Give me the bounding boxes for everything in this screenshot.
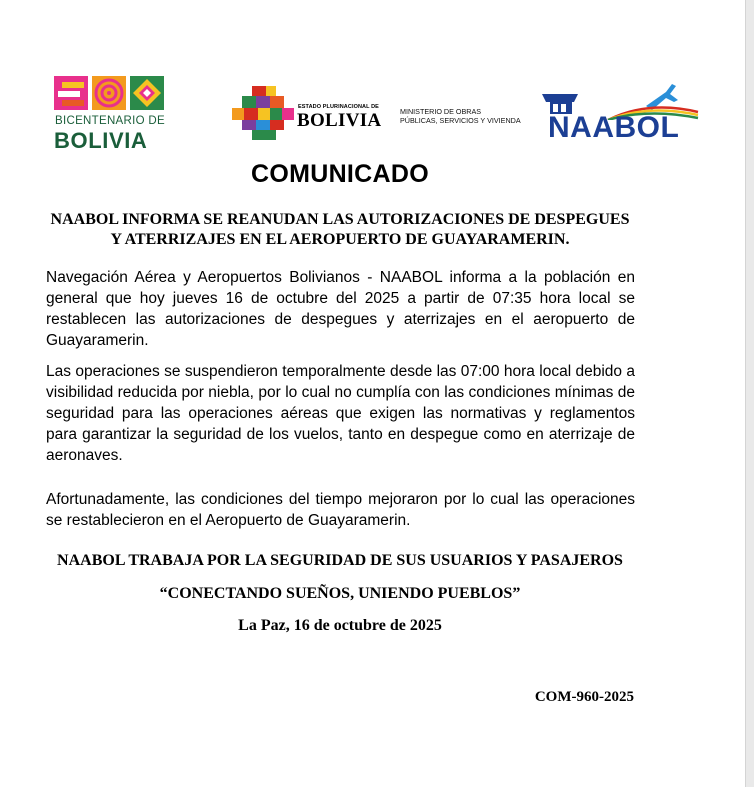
ministerio-line-1: MINISTERIO DE OBRAS xyxy=(400,107,482,116)
bicentenario-title: BOLIVIA xyxy=(54,128,148,153)
paragraph-1: Navegación Aérea y Aeropuertos Bolivianos - NAABOL informa a la población en general que hoy jueves 16 de octubre del 2025 a partir de 07:35 hora local se restablecen las autorizaciones de despegues y aterrizajes en el aeropuerto de Guayaramerin. xyxy=(46,269,635,349)
bicentenario-logo xyxy=(54,76,166,152)
header-logos xyxy=(0,0,740,160)
bicentenario-subtitle: BICENTENARIO DE xyxy=(55,115,165,127)
headline-line-1: NAABOL INFORMA SE REANUDAN LAS AUTORIZACIONES DE DESPEGUES xyxy=(50,211,630,228)
vertical-scrollbar[interactable] xyxy=(745,0,754,787)
estado-bolivia-title: BOLIVIA xyxy=(297,110,382,131)
headline-line-2: Y ATERRIZAJES EN EL AEROPUERTO DE GUAYARAMERIN. xyxy=(110,231,570,248)
chakana-emblem-icon xyxy=(232,86,294,140)
paragraph-2: Las operaciones se suspendieron temporalmente desde las 07:00 hora local debido a visibilidad reducida por niebla, por lo cual no cumplía con las condiciones mínimas de seguridad para las operaciones aéreas que exigen las normativas y reglamentos para garantizar la seguridad de los vuelos, tanto en despegue como en aterrizaje de aeronaves. xyxy=(46,363,635,464)
dateline: La Paz, 16 de octubre de 2025 xyxy=(238,617,442,634)
motto-slogan: “CONECTANDO SUEÑOS, UNIENDO PUEBLOS” xyxy=(159,585,521,602)
estado-plurinacional-caption: ESTADO PLURINACIONAL DE xyxy=(298,104,379,110)
bicentenario-pattern-icon xyxy=(54,76,164,114)
naabol-wordmark: NAABOL xyxy=(548,111,680,144)
motto-security: NAABOL TRABAJA POR LA SEGURIDAD DE SUS USUARIOS Y PASAJEROS xyxy=(57,552,623,569)
document-title: COMUNICADO xyxy=(251,160,429,188)
paragraph-3: Afortunadamente, las condiciones del tiempo mejoraron por lo cual las operaciones se restablecieron en el Aeropuerto de Guayaramerin. xyxy=(46,491,635,529)
naabol-logo xyxy=(538,80,703,150)
estado-plurinacional-logo xyxy=(232,86,392,140)
document-headline xyxy=(30,210,650,250)
document-number: COM-960-2025 xyxy=(534,689,634,705)
ministerio-logo xyxy=(400,107,521,125)
ministerio-line-2: PÚBLICAS, SERVICIOS Y VIVIENDA xyxy=(400,116,521,125)
